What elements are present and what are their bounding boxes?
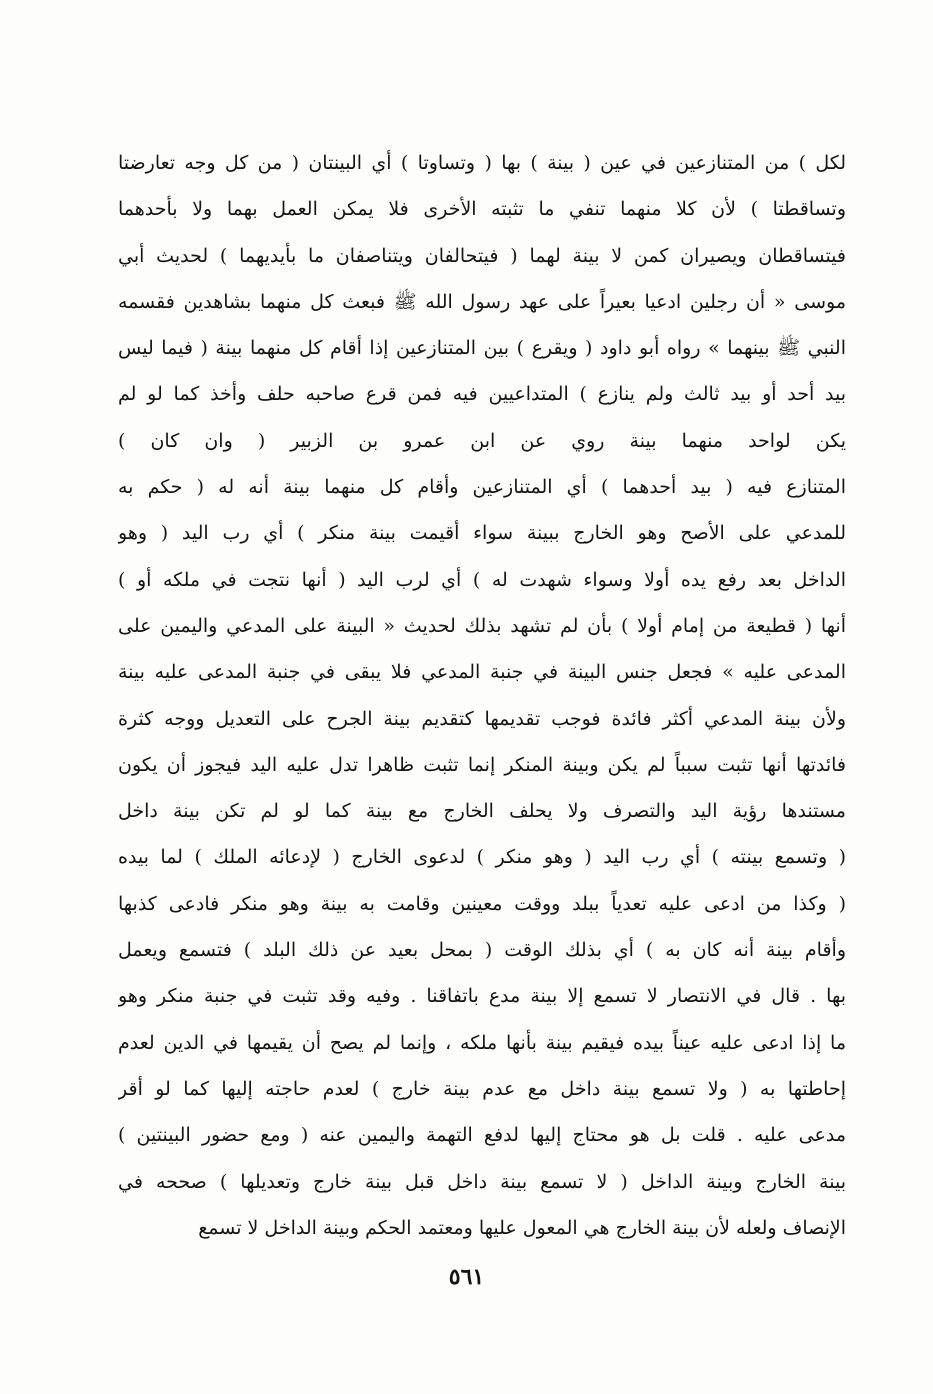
text-line: المتنازع فيه ( بيد أحدهما ) أي المتنازعين وأقام كل منهما بينة أنه له ( حكم به [118,476,846,499]
text-line: يكن لواحد منهما بينة روي عن ابن عمرو بن الزبير ( وان كان ) [118,429,846,452]
text-line: المدعى عليه » فجعل جنس البينة في جنبة المدعي فلا يبقى في جنبة المدعى عليه بينة [118,661,846,684]
body-text [118,140,846,1251]
text-line: لكل ) من المتنازعين في عين ( بينة ) بها ( وتساوتا ) أي البينتان ( من كل وجه تعارضتا [118,152,846,174]
text-line: بها . قال في الانتصار لا تسمع إلا بينة مدع باتفاقنا . وفيه وقد تثبت في جنبة منكر وهو [118,985,846,1008]
text-line: مستندها رؤية اليد والتصرف ولا يحلف الخارج مع بينة كما لو لم تكن بينة داخل [118,800,846,823]
text-line: ما إذا ادعى عليه عيناً بيده فيقيم بينة بأنها ملكه ، وإنما لم يصح أن يقيمها في الدين لعدم [118,1031,846,1054]
text-line: ( وكذا من ادعى عليه تعدياً ببلد ووقت معينين وقامت به بينة وهو منكر فادعى كذبها [118,892,846,915]
text-line: الداخل بعد رفع يده أولا وسواء شهدت له ) أي لرب اليد ( أنها نتجت في ملكه أو ) [118,568,846,591]
text-line: فائدتها أنها تثبت سبباً لم يكن وبينة المنكر إنما تثبت ظاهرا تدل عليه اليد فيجوز أن يكون [118,753,846,776]
text-line: بينة الخارج وبينة الداخل ( لا تسمع بينة داخل قبل بينة خارج وتعديلها ) صححه في [118,1170,846,1193]
text-line: ولأن بينة المدعي أكثر فائدة فوجب تقديمها كتقديم بينة الجرح على التعديل ووجه كثرة [118,707,846,730]
text-line: وتساقطتا ) لأن كلا منهما تنفي ما تثبته الأخرى فلا يمكن العمل بهما ولا بأحدهما [118,198,846,221]
text-line: النبي ﷺ بينهما » رواه أبو داود ( ويقرع ) بين المتنازعين إذا أقام كل منهما بينة ( فيما ليس [118,337,846,360]
page-number: ٥٦١ [448,1264,485,1290]
text-line: وأقام بينة أنه كان به ) أي بذلك الوقت ( بمحل بعيد عن ذلك البلد ) فتسمع ويعمل [118,939,846,962]
text-line: إحاطتها به ( ولا تسمع بينة داخل مع عدم بينة خارج ) لعدم حاجته إليها كما لو أقر [118,1077,846,1100]
text-line: فيتساقطان ويصيران كمن لا بينة لهما ( فيتحالفان ويتناصفان ما بأيديهما ) لحديث أبي [118,244,846,267]
text-line: ( وتسمع بينته ) أي رب اليد ( وهو منكر ) لدعوى الخارج ( لإدعائه الملك ) لما بيده [118,846,846,869]
text-line: الإنصاف ولعله لأن بينة الخارج هي المعول عليها ومعتمد الحكم وبينة الداخل لا تسمع [198,1216,846,1239]
text-line: بيد أحد أو بيد ثالث ولم ينازع ) المتداعيين فيه فمن قرع صاحبه حلف وأخذ كما لو لم [118,383,846,406]
text-line: مدعى عليه . قلت بل هو محتاج إليها لدفع التهمة واليمين عنه ( ومع حضور البينتين ) [118,1124,846,1147]
text-line: موسى « أن رجلين ادعيا بعيراً على عهد رسول الله ﷺ فبعث كل منهما بشاهدين فقسمه [118,290,846,313]
text-line: أنها ( قطيعة من إمام أولا ) بأن لم تشهد بذلك لحديث « البينة على المدعي واليمين على [118,614,846,637]
text-line: للمدعي على الأصح وهو الخارج ببينة سواء أقيمت بينة منكر ) أي رب اليد ( وهو [118,522,846,545]
